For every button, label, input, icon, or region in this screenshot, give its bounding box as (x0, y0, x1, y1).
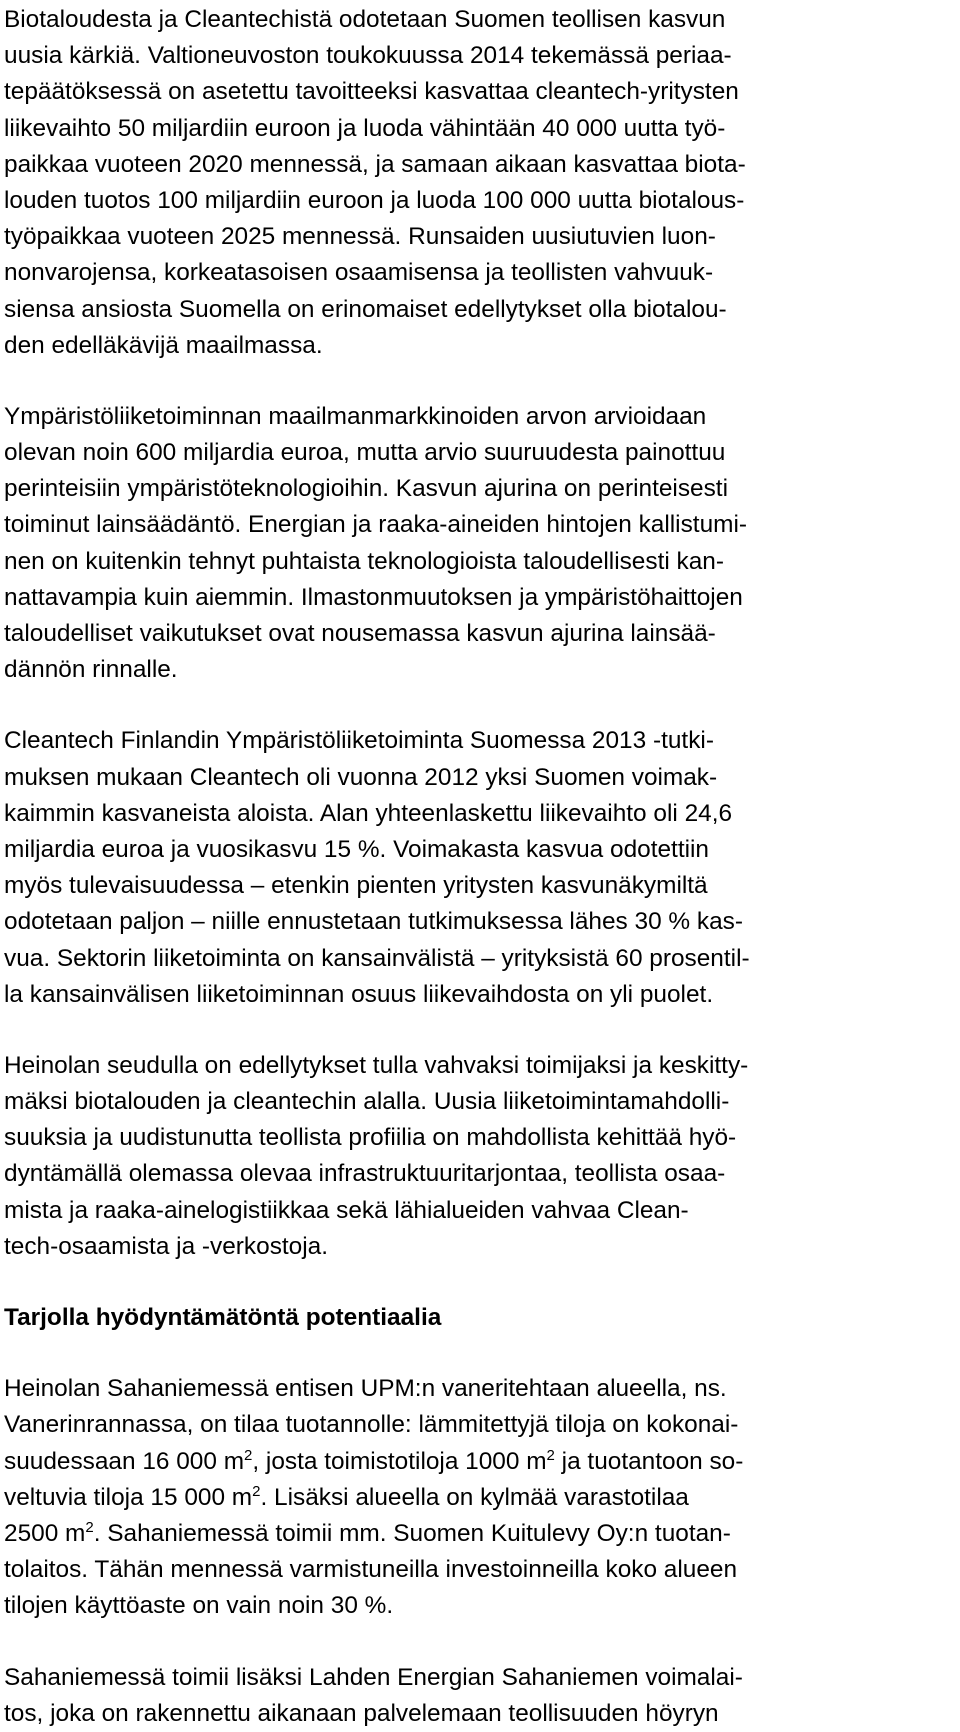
superscript: 2 (546, 1446, 555, 1464)
paragraph-5 (4, 1371, 960, 1624)
text-line (4, 1444, 960, 1480)
text-line: Cleantech Finlandin Ympäristöliiketoiminta Suomessa 2013 -tutki- (4, 727, 714, 755)
text-line: tolaitos. Tähän mennessä varmistuneilla investoinneilla koko alueen (4, 1556, 738, 1584)
text-line (4, 1516, 960, 1552)
text-line: miljardia euroa ja vuosikasvu 15 %. Voimakasta kasvua odotettiin (4, 835, 709, 863)
text-segment: . Sahaniemessä toimii mm. Suomen Kuitulevy Oy:n tuotan- (93, 1519, 731, 1547)
text-line: louden tuotos 100 miljardiin euroon ja luoda 100 000 uutta biotalous- (4, 186, 745, 214)
text-line: Ympäristöliiketoiminnan maailmanmarkkinoiden arvon arvioidaan (4, 402, 707, 430)
text-line: odotetaan paljon – niille ennustetaan tutkimuksessa lähes 30 % kas- (4, 908, 743, 936)
text-segment: ja tuotantoon so- (554, 1447, 744, 1475)
superscript: 2 (85, 1518, 94, 1536)
text-segment: 2500 m (4, 1519, 86, 1547)
text-segment: . Lisäksi alueella on kylmää varastotilaa (260, 1483, 689, 1511)
section-heading (4, 1300, 960, 1336)
superscript: 2 (244, 1446, 253, 1464)
text-line: tos, joka on rakennettu aikanaan palvelemaan teollisuuden höyryn (4, 1699, 719, 1727)
document-page (0, 2, 960, 1732)
text-line: Biotaloudesta ja Cleantechistä odotetaan Suomen teollisen kasvun (4, 6, 726, 33)
text-line: liikevaihto 50 miljardiin euroon ja luoda vähintään 40 000 uutta työ- (4, 114, 726, 142)
text-line: työpaikkaa vuoteen 2025 mennessä. Runsaiden uusiutuvien luon- (4, 223, 716, 251)
superscript: 2 (252, 1482, 261, 1500)
text-line: vua. Sektorin liiketoiminta on kansainvälistä – yrityksistä 60 prosentil- (4, 944, 750, 972)
text-line: myös tulevaisuudessa – etenkin pienten yritysten kasvunäkymiltä (4, 872, 708, 900)
text-line: Vanerinrannassa, on tilaa tuotannolle: lämmitettyjä tiloja on kokonai- (4, 1411, 739, 1439)
text-line: siensa ansiosta Suomella on erinomaiset edellytykset olla biotalou- (4, 295, 727, 323)
text-segment: , josta toimistotiloja 1000 m (252, 1447, 547, 1475)
text-line: tilojen käyttöaste on vain noin 30 %. (4, 1592, 394, 1620)
text-line: den edelläkävijä maailmassa. (4, 331, 323, 359)
text-line: mista ja raaka-ainelogistiikkaa sekä lähialueiden vahvaa Clean- (4, 1196, 689, 1224)
text-line: uusia kärkiä. Valtioneuvoston toukokuussa 2014 tekemässä periaa- (4, 42, 732, 70)
text-line: suuksia ja uudistunutta teollista profiilia on mahdollista kehittää hyö- (4, 1124, 737, 1152)
text-segment: suudessaan 16 000 m (4, 1447, 245, 1475)
text-line: dyntämällä olemassa olevaa infrastruktuuritarjontaa, teollista osaa- (4, 1160, 726, 1188)
paragraph-6 (4, 1660, 960, 1732)
text-line: perinteisiin ympäristöteknologioihin. Kasvun ajurina on perinteisesti (4, 475, 728, 503)
text-line: taloudelliset vaikutukset ovat nousemassa kasvun ajurina lainsää- (4, 620, 716, 647)
text-line: tech-osaamista ja -verkostoja. (4, 1232, 328, 1260)
text-line: Heinolan seudulla on edellytykset tulla vahvaksi toimijaksi ja keskitty- (4, 1051, 749, 1079)
text-line: muksen mukaan Cleantech oli vuonna 2012 yksi Suomen voimak- (4, 763, 718, 791)
text-line: nonvarojensa, korkeatasoisen osaamisensa ja teollisten vahvuuk- (4, 259, 714, 287)
text-line: mäksi biotalouden ja cleantechin alalla. Uusia liiketoimintamahdolli- (4, 1088, 730, 1116)
text-line (4, 1480, 960, 1516)
text-line: toiminut lainsäädäntö. Energian ja raaka-aineiden hintojen kallistumi- (4, 511, 747, 539)
text-line: nen on kuitenkin tehnyt puhtaista teknologioista taloudellisesti kan- (4, 547, 724, 575)
paragraph-3 (4, 723, 960, 1013)
text-line: tepäätöksessä on asetettu tavoitteeksi kasvattaa cleantech-yritysten (4, 78, 739, 106)
text-line: nattavampia kuin aiemmin. Ilmastonmuutoksen ja ympäristöhaittojen (4, 583, 743, 611)
text-line: paikkaa vuoteen 2020 mennessä, ja samaan aikaan kasvattaa biota- (4, 150, 746, 178)
text-line: Heinolan Sahaniemessä entisen UPM:n vaneritehtaan alueella, ns. (4, 1375, 727, 1403)
section-heading-text: Tarjolla hyödyntämätöntä potentiaalia (4, 1304, 442, 1331)
paragraph-1 (4, 2, 960, 364)
text-segment: veltuvia tiloja 15 000 m (4, 1483, 253, 1511)
text-line: dännön rinnalle. (4, 656, 178, 684)
paragraph-4 (4, 1048, 960, 1265)
paragraph-2 (4, 399, 960, 689)
text-line: Sahaniemessä toimii lisäksi Lahden Energian Sahaniemen voimalai- (4, 1663, 743, 1691)
text-line: kaimmin kasvaneista aloista. Alan yhteenlaskettu liikevaihto oli 24,6 (4, 799, 733, 827)
text-line: olevan noin 600 miljardia euroa, mutta arvio suuruudesta painottuu (4, 439, 726, 467)
text-line: la kansainvälisen liiketoiminnan osuus liikevaihdosta on yli puolet. (4, 980, 714, 1008)
